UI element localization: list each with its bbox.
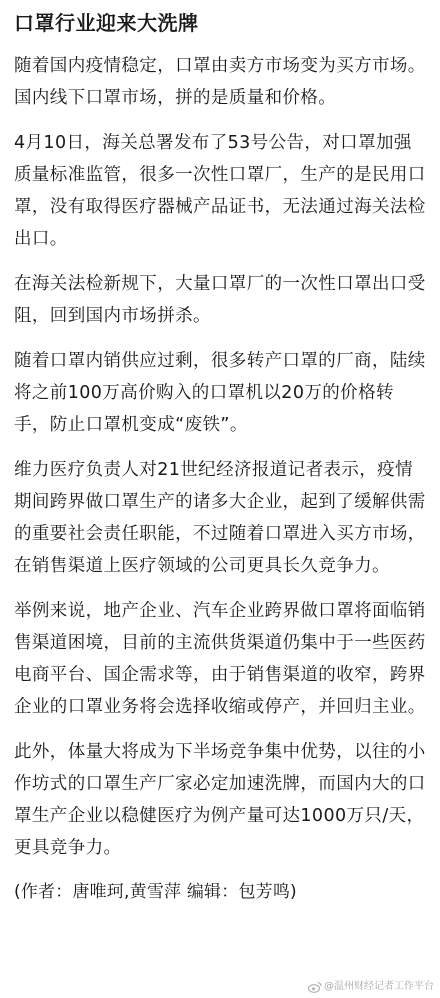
- watermark-text: @温州财经记者工作平台: [324, 981, 434, 992]
- paragraph-5: 维力医疗负责人对21世纪经济报道记者表示，疫情期间跨界做口罩生产的诸多大企业，起到了缓解供需的重要社会责任职能，不过随着口罩进入买方市场，在销售渠道上医疗领域的公司更具长久竞争力。: [14, 460, 426, 576]
- paragraph-2: 4月10日，海关总署发布了53号公告，对口罩加强质量标准监管，很多一次性口罩厂，生产的是民用口罩，没有取得医疗器械产品证书，无法通过海关法检出口。: [14, 133, 426, 249]
- article-title: 口罩行业迎来大洗牌: [14, 11, 199, 35]
- paragraph-4: 随着口罩内销供应过剩，很多转产口罩的厂商，陆续将之前100万高价购入的口罩机以20万的价格转手，防止口罩机变成“废铁”。: [14, 351, 426, 435]
- author-credit: (作者：唐唯珂,黄雪萍 编辑：包芳鸣): [14, 882, 297, 902]
- paragraph-7: 此外，体量大将成为下半场竞争集中优势，以往的小作坊式的口罩生产厂家必定加速洗牌，而国内大的口罩生产企业以稳健医疗为例产量可达1000万只/天，更具竞争力。: [14, 742, 426, 858]
- paragraph-3: 在海关法检新规下，大量口罩厂的一次性口罩出口受阻，回到国内市场拼杀。: [14, 274, 426, 326]
- weibo-icon: [308, 981, 322, 993]
- paragraph-6: 举例来说，地产企业、汽车企业跨界做口罩将面临销售渠道困境，目前的主流供货渠道仍集中于一些医药电商平台、国企需求等，由于销售渠道的收窄，跨界企业的口罩业务将会选择收缩或停产，并回归主业。: [14, 601, 426, 717]
- watermark: [308, 980, 434, 994]
- paragraph-1: 随着国内疫情稳定，口罩由卖方市场变为买方市场。国内线下口罩市场，拼的是质量和价格。: [14, 56, 426, 108]
